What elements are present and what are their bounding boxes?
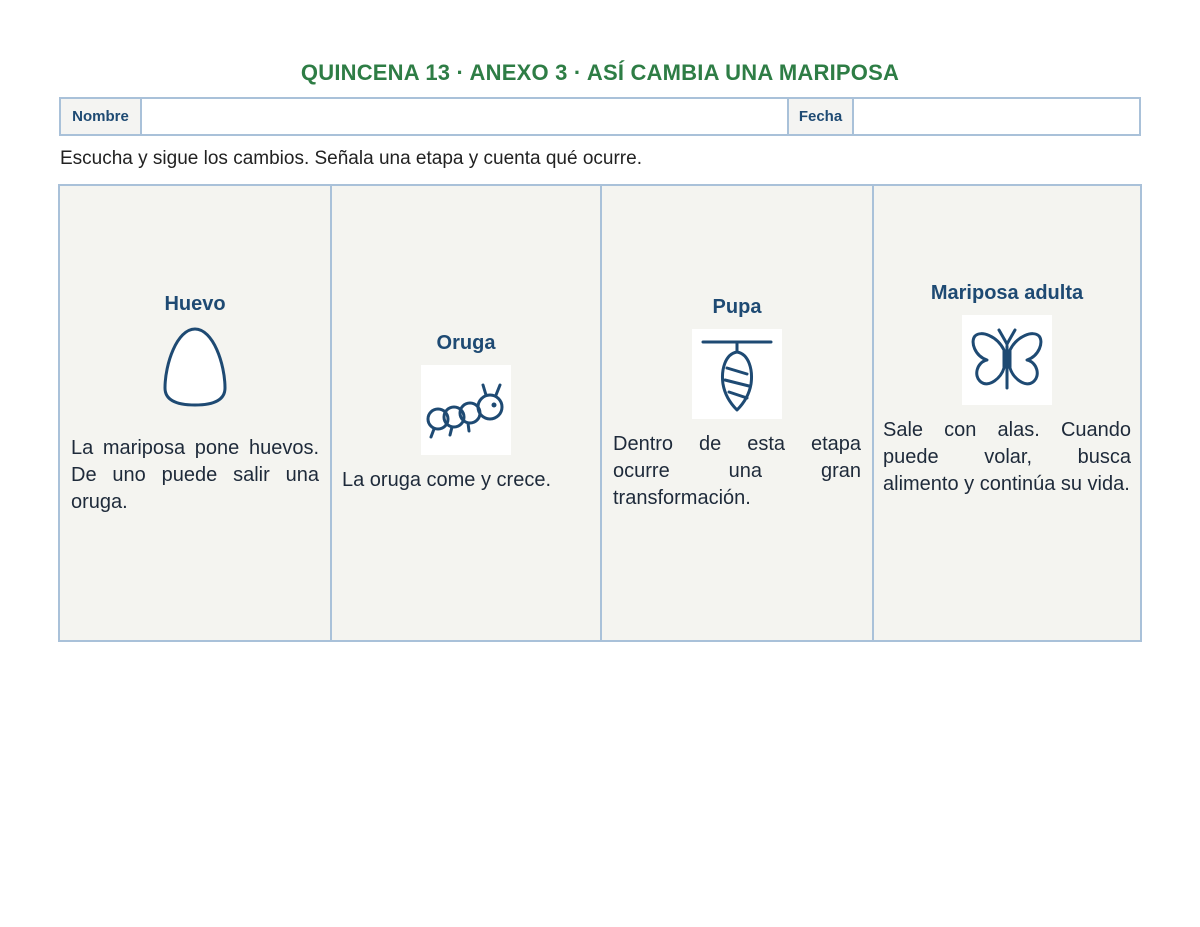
student-info-row <box>59 97 1141 136</box>
chrysalis-icon <box>692 329 782 419</box>
instruction-text: Escucha y sigue los cambios. Señala una etapa y cuenta qué ocurre. <box>60 148 642 169</box>
stage-caterpillar <box>332 186 602 640</box>
stage-description: La oruga come y crece. <box>342 469 551 491</box>
stage-title: Huevo <box>164 292 226 315</box>
name-label: Nombre <box>61 99 142 134</box>
page-title: QUINCENA 13 · ANEXO 3 · ASÍ CAMBIA UNA MARIPOSA <box>300 60 900 85</box>
stage-chrysalis <box>602 186 874 640</box>
stage-butterfly <box>874 186 1140 640</box>
date-field[interactable] <box>854 99 1139 134</box>
stage-title: Mariposa adulta <box>930 282 1084 304</box>
date-label: Fecha <box>789 99 854 134</box>
stage-description: Dentro de esta etapa ocurre una gran transformación. <box>613 433 861 509</box>
caterpillar-icon <box>421 365 511 455</box>
stage-title: Oruga <box>436 332 496 354</box>
life-cycle-table <box>58 184 1142 642</box>
stage-description: La mariposa pone huevos. De uno puede salir una oruga. <box>71 436 319 513</box>
stage-title: Pupa <box>712 296 762 318</box>
name-field[interactable] <box>142 99 789 134</box>
egg-icon <box>162 326 228 413</box>
butterfly-icon <box>962 315 1052 405</box>
stage-egg <box>60 186 332 640</box>
stage-description: Sale con alas. Cuando puede volar, busca alimento y continúa su vida. <box>883 419 1131 495</box>
